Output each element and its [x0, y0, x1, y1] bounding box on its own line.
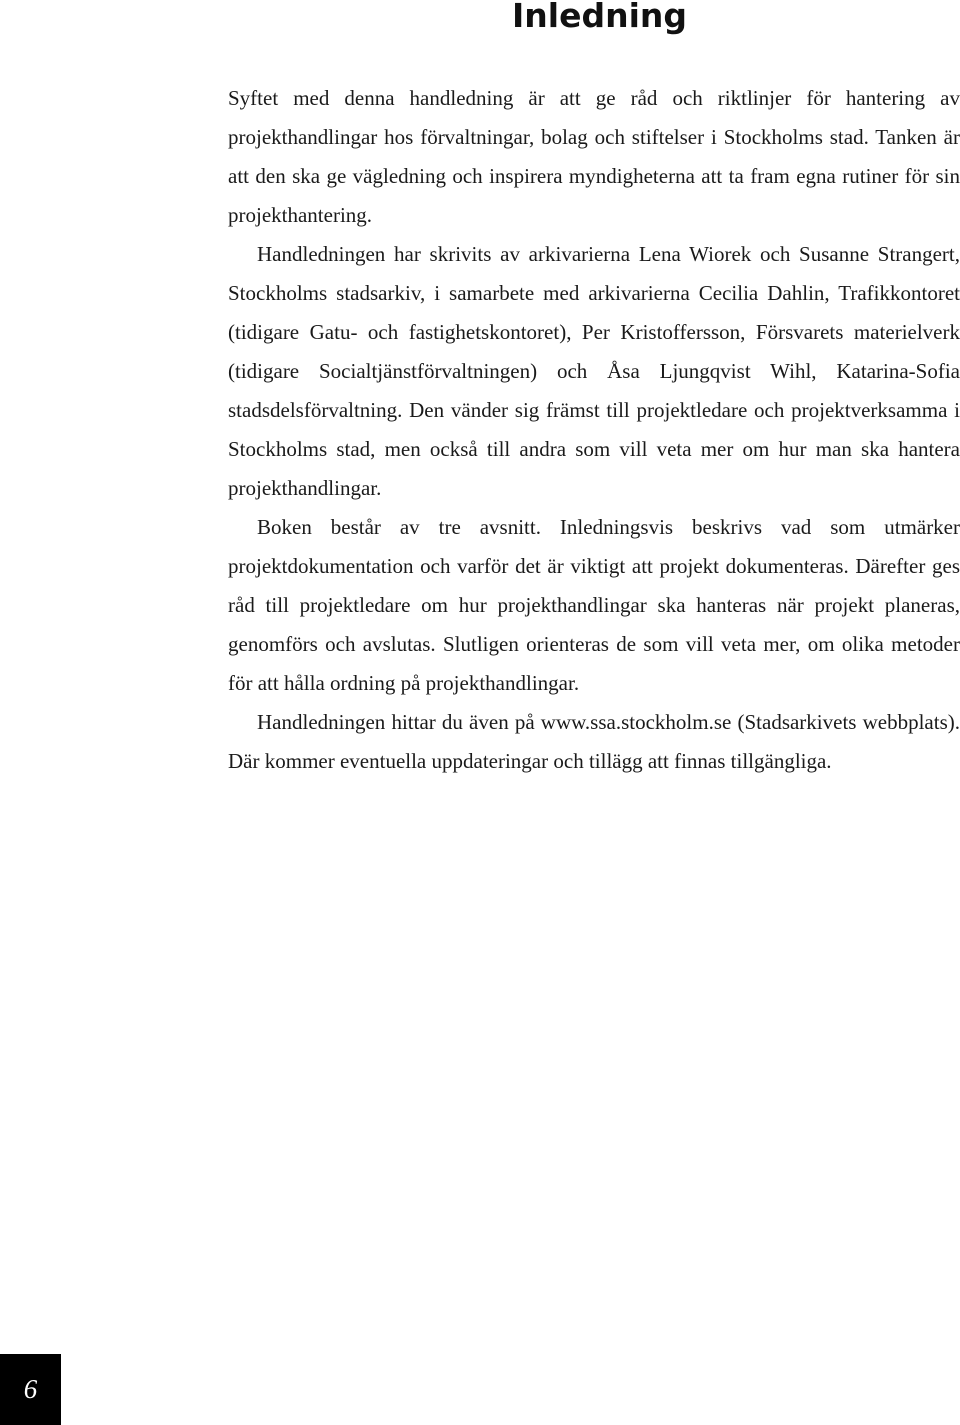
paragraph-structure: Boken består av tre avsnitt. Inledningsvis beskrivs vad som utmärker projektdokumentation och varför det är viktigt att projekt dokumenteras. Därefter ges råd till projektledare om hur projekthandlingar ska hanteras när projekt planeras, genomförs och avslutas. Slutligen orienteras de som vill veta mer, om olika metoder för att hålla ordning på projekthandlingar.	[228, 515, 960, 695]
page-number-box	[0, 1354, 61, 1425]
paragraph-purpose: Syftet med denna handledning är att ge råd och riktlinjer för hantering av projekthandlingar hos förvaltningar, bolag och stiftelser i Stockholms stad. Tanken är att den ska ge vägledning och inspirera myndigheterna att ta fram egna rutiner för sin projekthantering.	[228, 86, 960, 227]
page-number: 6	[23, 1374, 38, 1404]
paragraph-website: Handledningen hittar du även på www.ssa.stockholm.se (Stadsarkivets webbplats). Där kommer eventuella uppdateringar och tillägg att finnas tillgängliga.	[228, 710, 960, 773]
page-title: Inledning	[512, 0, 688, 35]
paragraph-authors: Handledningen har skrivits av arkivarierna Lena Wiorek och Susanne Strangert, Stockholms stadsarkiv, i samarbete med arkivarierna Cecilia Dahlin, Trafikkontoret (tidigare Gatu- och fastighetskontoret), Per Kristoffersson, Försvarets materielverk (tidigare Socialtjänstförvaltningen) och Åsa Ljungqvist Wihl, Katarina-Sofia stadsdelsförvaltning. Den vänder sig främst till projektledare och projektverksamma i Stockholms stad, men också till andra som vill veta mer om hur man ska hantera projekthandlingar.	[228, 242, 960, 500]
body-text	[228, 79, 960, 781]
